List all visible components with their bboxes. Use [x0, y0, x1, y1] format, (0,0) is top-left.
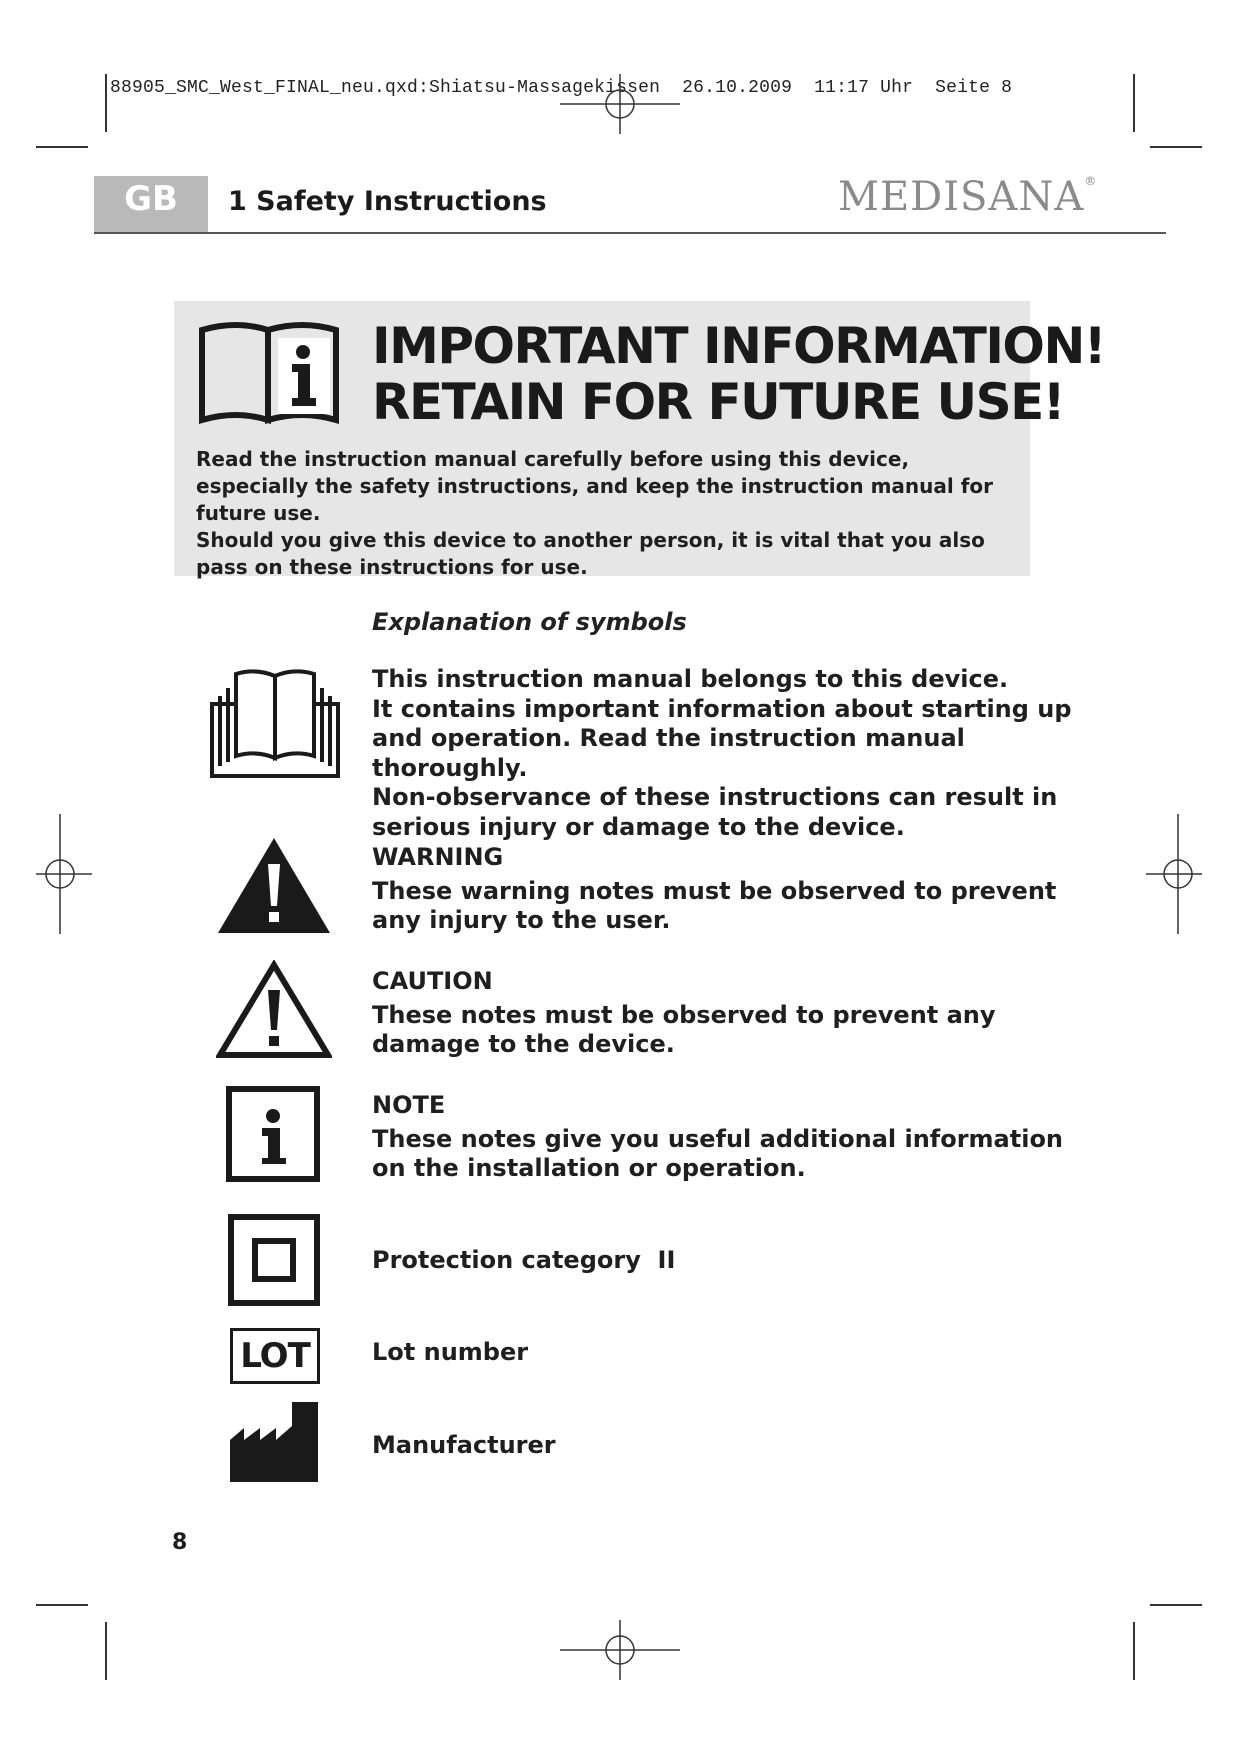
- symbol-line: on the installation or operation.: [372, 1154, 806, 1182]
- brand-logo: MEDISANA®: [838, 174, 1098, 220]
- crop-mark: [36, 1604, 88, 1606]
- symbol-description: [372, 967, 1072, 1060]
- note-info-icon: [226, 1086, 320, 1182]
- symbol-description: [372, 665, 1072, 842]
- header-divider: [94, 232, 1166, 234]
- info-paragraph: Should you give this device to another person, it is vital that you also pass on these instructions for use.: [196, 528, 985, 579]
- symbol-line: serious injury or damage to the device.: [372, 812, 905, 841]
- lot-icon: LOT: [230, 1328, 320, 1384]
- crop-mark: [1150, 146, 1202, 148]
- symbol-line: Manufacturer: [372, 1431, 556, 1459]
- symbol-line: These warning notes must be observed to prevent: [372, 876, 1057, 905]
- symbol-line: This instruction manual belongs to this device.: [372, 665, 1009, 693]
- symbol-description: [372, 1431, 1072, 1461]
- symbol-title: CAUTION: [372, 967, 493, 995]
- manual-info-icon: [196, 318, 346, 428]
- symbol-line: It contains important information about starting up: [372, 694, 1072, 723]
- important-headline: [372, 317, 1106, 431]
- symbol-title: NOTE: [372, 1091, 446, 1119]
- crop-mark: [1133, 1622, 1135, 1680]
- registration-mark-icon: [1146, 814, 1202, 934]
- symbol-line: Protection category II: [372, 1246, 676, 1274]
- symbol-line: and operation. Read the instruction manual thoroughly.: [372, 724, 965, 782]
- headline-line: RETAIN FOR FUTURE USE!: [372, 373, 1065, 431]
- symbol-line: any injury to the user.: [372, 906, 671, 934]
- crop-mark: [105, 74, 107, 132]
- crop-mark: [105, 1622, 107, 1680]
- print-slug: 88905_SMC_West_FINAL_neu.qxd:Shiatsu-Massagekissen 26.10.2009 11:17 Uhr Seite 8: [110, 78, 1013, 98]
- warning-icon: [216, 836, 332, 936]
- symbol-line: damage to the device.: [372, 1030, 675, 1058]
- crop-mark: [36, 146, 88, 148]
- caution-icon: [216, 960, 332, 1060]
- registration-mark-icon: [36, 814, 92, 934]
- symbol-description: [372, 1091, 1072, 1184]
- info-box-text: [196, 446, 1016, 581]
- symbol-line: Lot number: [372, 1338, 529, 1366]
- crop-mark: [1150, 1604, 1202, 1606]
- info-paragraph: Read the instruction manual carefully before using this device, especially the safety instructions, and keep the instruction manual for future use.: [196, 447, 994, 525]
- headline-line: IMPORTANT INFORMATION!: [372, 317, 1106, 375]
- protection-class-icon: [228, 1214, 320, 1306]
- symbol-line: These notes must be observed to prevent any: [372, 1000, 996, 1029]
- instruction-manual-icon: [210, 666, 340, 780]
- symbol-line: Non-observance of these instructions can result in: [372, 783, 1058, 811]
- symbol-description: [372, 843, 1072, 936]
- crop-mark: [1133, 74, 1135, 132]
- registration-mark-icon: [560, 74, 680, 134]
- page-number: 8: [172, 1530, 188, 1555]
- registration-mark-icon: [560, 1620, 680, 1680]
- symbol-line: These notes give you useful additional information: [372, 1124, 1064, 1153]
- symbol-title: WARNING: [372, 843, 504, 871]
- symbol-description: [372, 1338, 1072, 1368]
- language-tag: GB: [94, 176, 208, 232]
- symbol-description: [372, 1246, 1072, 1276]
- section-title: 1 Safety Instructions: [228, 186, 547, 217]
- symbols-heading: Explanation of symbols: [372, 608, 687, 636]
- manufacturer-icon: [230, 1400, 320, 1482]
